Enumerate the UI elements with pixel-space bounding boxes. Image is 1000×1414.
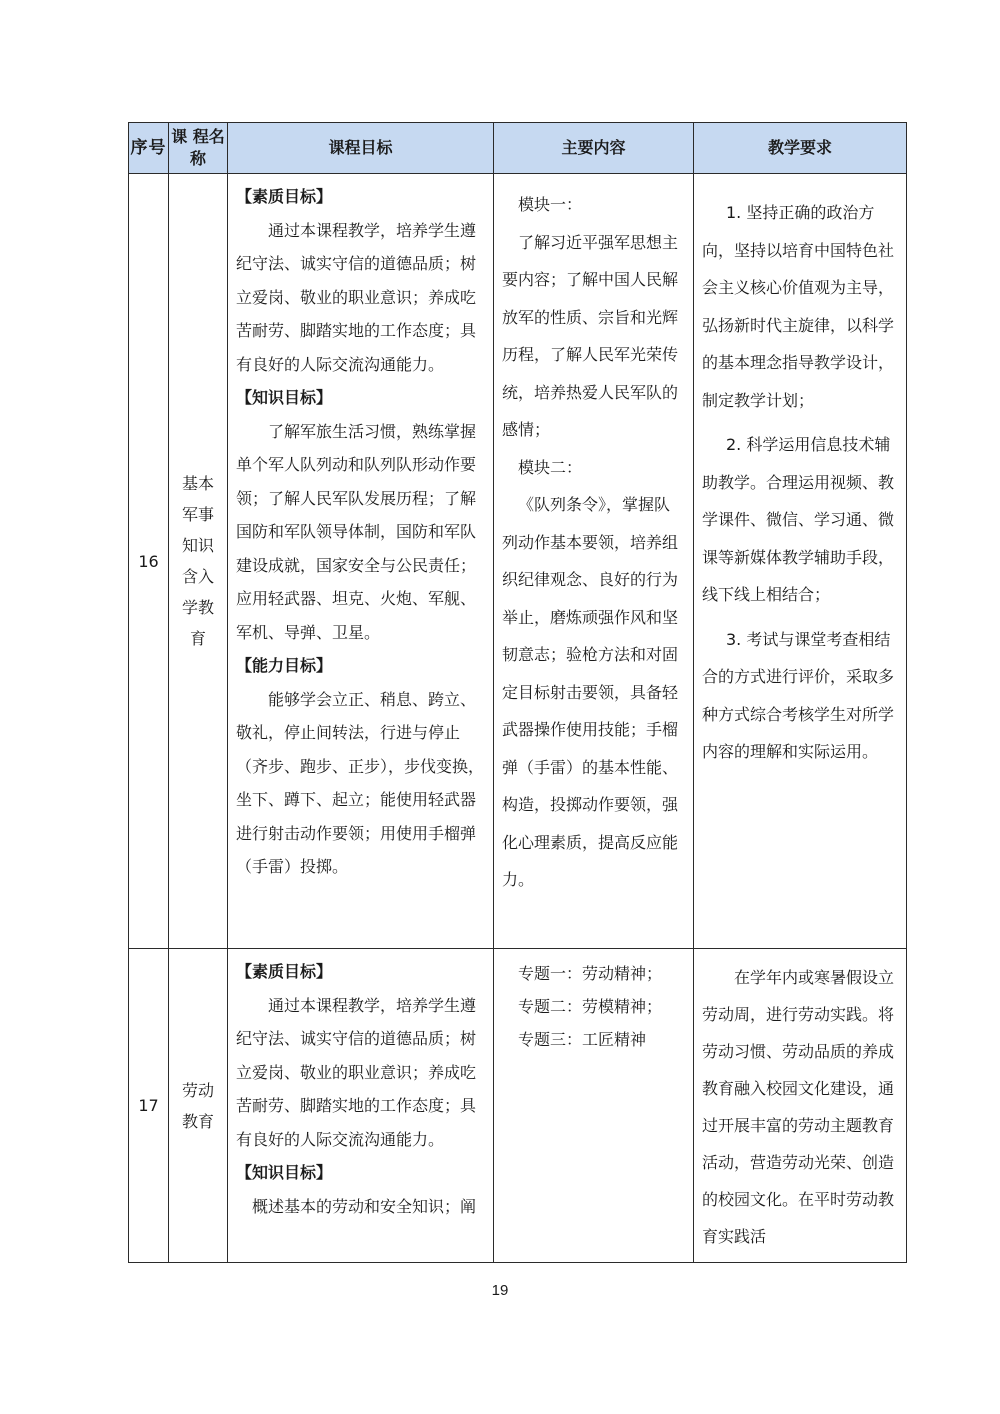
row-serial-number: 17 — [129, 949, 169, 1263]
knowledge-goal-title: 【知识目标】 — [236, 388, 333, 407]
quality-goal-title: 【素质目标】 — [236, 187, 333, 206]
quality-goal-text: 通过本课程教学，培养学生遵纪守法、诚实守信的道德品质；树立爱岗、敬业的职业意识；养成吃苦耐劳、脚踏实地的工作态度；具有良好的人际交流沟通能力。 — [236, 995, 477, 1149]
curriculum-table — [128, 122, 907, 1263]
ability-goal-title: 【能力目标】 — [236, 656, 333, 675]
module-one-text: 了解习近平强军思想主要内容；了解中国人民解放军的性质、宗旨和光辉历程，了解人民军光荣传统，培养热爱人民军队的感情； — [502, 232, 679, 439]
course-name-text: 劳动教育 — [181, 1080, 214, 1131]
requirement-item: 2. 科学运用信息技术辅助教学。合理运用视频、教学课件、微信、学习通、微课等新媒体教学辅助手段，线下线上相结合； — [702, 435, 895, 604]
knowledge-goal-title: 【知识目标】 — [236, 1163, 333, 1182]
table-row — [129, 174, 907, 949]
module-one-title: 模块一： — [518, 195, 583, 214]
row-main-content — [494, 174, 694, 949]
requirement-item: 在学年内或寒暑假设立劳动周，进行劳动实践。将劳动习惯、劳动品质的养成教育融入校园文化建设，通过开展丰富的劳动主题教育活动，营造劳动光荣、创造的校园文化。在平时劳动教育实践活 — [702, 968, 895, 1246]
header-course-goals: 课程目标 — [228, 123, 494, 174]
row-main-content — [494, 949, 694, 1263]
topic-item: 专题二：劳模精神； — [518, 997, 663, 1016]
row-teaching-requirements — [694, 949, 907, 1263]
ability-goal-text: 能够学会立正、稍息、跨立、敬礼，停止间转法，行进与停止（齐步、跑步、正步），步伐变换，坐下、蹲下、起立；能使用轻武器进行射击动作要领；用使用手榴弹（手雷）投掷。 — [236, 689, 485, 876]
header-serial-number: 序号 — [129, 123, 169, 174]
header-course-name: 课 程名称 — [169, 123, 228, 174]
row-course-name — [169, 949, 228, 1263]
row-course-name — [169, 174, 228, 949]
requirement-item: 1. 坚持正确的政治方向，坚持以培育中国特色社会主义核心价值观为主导，弘扬新时代主旋律，以科学的基本理念指导教学设计，制定教学计划； — [702, 203, 895, 410]
module-two-text: 《队列条令》，掌握队列动作基本要领，培养组织纪律观念、良好的行为举止，磨炼顽强作风和坚韧意志；验枪方法和对固定目标射击要领，具备轻武器操作使用技能；手榴弹（手雷）的基本性能、构造，投掷动作要领，强化心理素质，提高反应能力。 — [502, 495, 679, 889]
quality-goal-title: 【素质目标】 — [236, 962, 333, 981]
row-course-goals — [228, 949, 494, 1263]
topic-item: 专题一：劳动精神； — [518, 964, 663, 983]
row-teaching-requirements — [694, 174, 907, 949]
module-two-title: 模块二： — [518, 457, 583, 477]
course-name-text: 基本军事知识含入学教育 — [181, 474, 214, 648]
quality-goal-text: 通过本课程教学，培养学生遵纪守法、诚实守信的道德品质；树立爱岗、敬业的职业意识；养成吃苦耐劳、脚踏实地的工作态度；具有良好的人际交流沟通能力。 — [236, 220, 477, 374]
page-number: 19 — [491, 1282, 509, 1299]
knowledge-goal-text: 了解军旅生活习惯，熟练掌握单个军人队列动和队列队形动作要领；了解人民军队发展历程；了解国防和军队领导体制，国防和军队建设成就，国家安全与公民责任；应用轻武器、坦克、火炮、军舰、军机、导弹、卫星。 — [236, 421, 477, 642]
requirement-item: 3. 考试与课堂考查相结合的方式进行评价，采取多种方式综合考核学生对所学内容的理解和实际运用。 — [702, 629, 895, 761]
table-row — [129, 949, 907, 1263]
header-teaching-requirements: 教学要求 — [694, 123, 907, 174]
table-header-row — [129, 123, 907, 174]
row-serial-number: 16 — [129, 174, 169, 949]
header-main-content: 主要内容 — [494, 123, 694, 174]
row-course-goals — [228, 174, 494, 949]
knowledge-goal-text: 概述基本的劳动和安全知识；阐 — [252, 1196, 477, 1216]
topic-item: 专题三：工匠精神 — [518, 1030, 647, 1049]
